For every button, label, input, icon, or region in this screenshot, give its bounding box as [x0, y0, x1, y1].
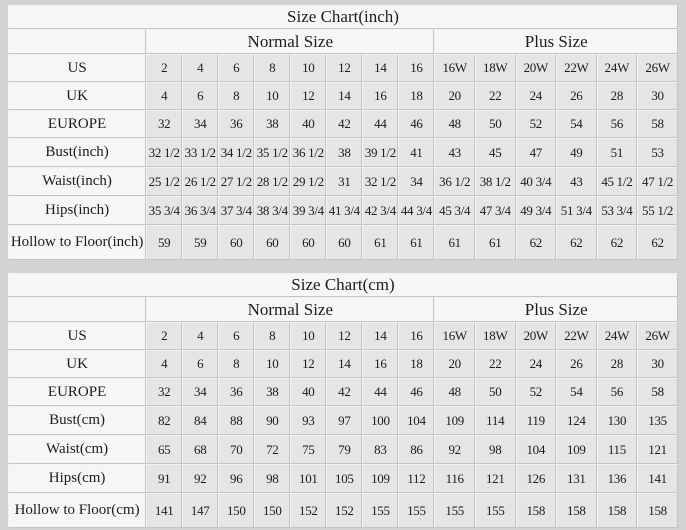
data-cell: 16W	[434, 322, 475, 350]
data-cell: 24	[516, 82, 557, 110]
data-cell: 6	[218, 322, 254, 350]
data-cell: 22W	[556, 322, 597, 350]
data-cell: 38 1/2	[475, 167, 516, 196]
data-cell: 115	[597, 435, 638, 464]
data-cell: 18W	[475, 54, 516, 82]
data-cell: 34	[182, 378, 218, 406]
data-cell: 109	[556, 435, 597, 464]
data-cell: 4	[146, 350, 182, 378]
data-cell: 121	[637, 435, 678, 464]
data-cell: 10	[290, 54, 326, 82]
data-cell: 39 1/2	[362, 138, 398, 167]
data-cell: 104	[516, 435, 557, 464]
data-cell: 36 3/4	[182, 196, 218, 225]
data-cell: 97	[326, 406, 362, 435]
data-cell: 141	[637, 464, 678, 493]
data-cell: 48	[434, 378, 475, 406]
table-row	[8, 378, 678, 406]
row-label: UK	[8, 82, 146, 110]
data-cell: 59	[182, 225, 218, 260]
data-cell: 20	[434, 82, 475, 110]
data-cell: 32 1/2	[146, 138, 182, 167]
data-cell: 135	[637, 406, 678, 435]
row-label: EUROPE	[8, 110, 146, 138]
data-cell: 37 3/4	[218, 196, 254, 225]
size-chart-inch-table	[8, 5, 678, 260]
data-cell: 8	[218, 82, 254, 110]
data-cell: 51 3/4	[556, 196, 597, 225]
data-cell: 100	[362, 406, 398, 435]
data-cell: 42 3/4	[362, 196, 398, 225]
data-cell: 30	[637, 82, 678, 110]
data-cell: 124	[556, 406, 597, 435]
table-row	[8, 196, 678, 225]
data-cell: 56	[597, 378, 638, 406]
data-cell: 45 3/4	[434, 196, 475, 225]
data-cell: 147	[182, 493, 218, 528]
data-cell: 36	[218, 110, 254, 138]
data-cell: 50	[475, 110, 516, 138]
data-cell: 47 1/2	[637, 167, 678, 196]
data-cell: 10	[290, 322, 326, 350]
group-header-row	[8, 297, 678, 322]
data-cell: 54	[556, 110, 597, 138]
data-cell: 61	[434, 225, 475, 260]
corner-cell	[8, 29, 146, 54]
data-cell: 4	[182, 322, 218, 350]
row-label: EUROPE	[8, 378, 146, 406]
data-cell: 16	[362, 82, 398, 110]
data-cell: 26W	[637, 322, 678, 350]
data-cell: 62	[516, 225, 557, 260]
data-cell: 44	[362, 378, 398, 406]
row-label: Hips(cm)	[8, 464, 146, 493]
data-cell: 75	[290, 435, 326, 464]
data-cell: 155	[434, 493, 475, 528]
data-cell: 48	[434, 110, 475, 138]
data-cell: 34	[398, 167, 434, 196]
data-cell: 105	[326, 464, 362, 493]
data-cell: 60	[326, 225, 362, 260]
table-row	[8, 225, 678, 260]
data-cell: 46	[398, 110, 434, 138]
data-cell: 60	[290, 225, 326, 260]
data-cell: 35 3/4	[146, 196, 182, 225]
data-cell: 12	[290, 350, 326, 378]
data-cell: 6	[182, 82, 218, 110]
data-cell: 8	[254, 54, 290, 82]
size-chart-cm-table	[8, 273, 678, 528]
data-cell: 52	[516, 110, 557, 138]
data-cell: 62	[556, 225, 597, 260]
data-cell: 44 3/4	[398, 196, 434, 225]
data-cell: 35 1/2	[254, 138, 290, 167]
data-cell: 130	[597, 406, 638, 435]
data-cell: 61	[362, 225, 398, 260]
table-row	[8, 167, 678, 196]
data-cell: 36	[218, 378, 254, 406]
data-cell: 2	[146, 322, 182, 350]
data-cell: 98	[254, 464, 290, 493]
data-cell: 36 1/2	[290, 138, 326, 167]
data-cell: 54	[556, 378, 597, 406]
data-cell: 72	[254, 435, 290, 464]
data-cell: 150	[254, 493, 290, 528]
table-row	[8, 138, 678, 167]
data-cell: 114	[475, 406, 516, 435]
row-label: Bust(inch)	[8, 138, 146, 167]
data-cell: 38	[254, 110, 290, 138]
data-cell: 34 1/2	[218, 138, 254, 167]
table-row	[8, 350, 678, 378]
data-cell: 34	[182, 110, 218, 138]
row-label: US	[8, 54, 146, 82]
data-cell: 33 1/2	[182, 138, 218, 167]
data-cell: 27 1/2	[218, 167, 254, 196]
table-row	[8, 435, 678, 464]
data-cell: 44	[362, 110, 398, 138]
data-cell: 58	[637, 378, 678, 406]
data-cell: 98	[475, 435, 516, 464]
data-cell: 26W	[637, 54, 678, 82]
data-cell: 16	[398, 322, 434, 350]
data-cell: 10	[254, 82, 290, 110]
data-cell: 32	[146, 110, 182, 138]
data-cell: 6	[182, 350, 218, 378]
data-cell: 152	[326, 493, 362, 528]
data-cell: 62	[637, 225, 678, 260]
data-cell: 61	[475, 225, 516, 260]
data-cell: 22	[475, 82, 516, 110]
data-cell: 43	[556, 167, 597, 196]
data-cell: 10	[254, 350, 290, 378]
data-cell: 38	[326, 138, 362, 167]
data-cell: 14	[326, 350, 362, 378]
group-header-normal: Normal Size	[146, 297, 434, 322]
table-row	[8, 54, 678, 82]
data-cell: 12	[290, 82, 326, 110]
data-cell: 31	[326, 167, 362, 196]
data-cell: 40	[290, 378, 326, 406]
group-header-plus: Plus Size	[434, 297, 678, 322]
data-cell: 55 1/2	[637, 196, 678, 225]
data-cell: 32	[146, 378, 182, 406]
size-chart-inch	[8, 5, 678, 260]
data-cell: 40 3/4	[516, 167, 557, 196]
data-cell: 82	[146, 406, 182, 435]
data-cell: 29 1/2	[290, 167, 326, 196]
row-label: Bust(cm)	[8, 406, 146, 435]
data-cell: 126	[516, 464, 557, 493]
data-cell: 14	[362, 54, 398, 82]
data-cell: 155	[362, 493, 398, 528]
data-cell: 43	[434, 138, 475, 167]
data-cell: 22	[475, 350, 516, 378]
data-cell: 26	[556, 350, 597, 378]
data-cell: 61	[398, 225, 434, 260]
data-cell: 155	[398, 493, 434, 528]
data-cell: 93	[290, 406, 326, 435]
data-cell: 24	[516, 350, 557, 378]
data-cell: 36 1/2	[434, 167, 475, 196]
data-cell: 70	[218, 435, 254, 464]
data-cell: 40	[290, 110, 326, 138]
data-cell: 136	[597, 464, 638, 493]
group-header-normal: Normal Size	[146, 29, 434, 54]
data-cell: 158	[516, 493, 557, 528]
title-row	[8, 5, 678, 29]
data-cell: 141	[146, 493, 182, 528]
data-cell: 14	[326, 82, 362, 110]
data-cell: 38 3/4	[254, 196, 290, 225]
table-title: Size Chart(inch)	[8, 5, 678, 29]
data-cell: 90	[254, 406, 290, 435]
row-label: US	[8, 322, 146, 350]
data-cell: 155	[475, 493, 516, 528]
data-cell: 50	[475, 378, 516, 406]
data-cell: 58	[637, 110, 678, 138]
data-cell: 28	[597, 82, 638, 110]
data-cell: 18W	[475, 322, 516, 350]
data-cell: 119	[516, 406, 557, 435]
table-row	[8, 464, 678, 493]
row-label: UK	[8, 350, 146, 378]
data-cell: 158	[597, 493, 638, 528]
data-cell: 16	[398, 54, 434, 82]
data-cell: 96	[218, 464, 254, 493]
data-cell: 59	[146, 225, 182, 260]
data-cell: 32 1/2	[362, 167, 398, 196]
data-cell: 30	[637, 350, 678, 378]
data-cell: 12	[326, 322, 362, 350]
data-cell: 109	[434, 406, 475, 435]
table-row	[8, 110, 678, 138]
data-cell: 109	[362, 464, 398, 493]
data-cell: 53 3/4	[597, 196, 638, 225]
data-cell: 116	[434, 464, 475, 493]
data-cell: 25 1/2	[146, 167, 182, 196]
data-cell: 53	[637, 138, 678, 167]
data-cell: 20W	[516, 322, 557, 350]
data-cell: 38	[254, 378, 290, 406]
row-label: Waist(inch)	[8, 167, 146, 196]
data-cell: 2	[146, 54, 182, 82]
data-cell: 49 3/4	[516, 196, 557, 225]
table-row	[8, 493, 678, 528]
data-cell: 26	[556, 82, 597, 110]
data-cell: 158	[637, 493, 678, 528]
data-cell: 60	[254, 225, 290, 260]
table-row	[8, 322, 678, 350]
data-cell: 6	[218, 54, 254, 82]
data-cell: 41	[398, 138, 434, 167]
data-cell: 16W	[434, 54, 475, 82]
data-cell: 92	[182, 464, 218, 493]
data-cell: 18	[398, 82, 434, 110]
data-cell: 131	[556, 464, 597, 493]
data-cell: 56	[597, 110, 638, 138]
row-label: Hips(inch)	[8, 196, 146, 225]
data-cell: 92	[434, 435, 475, 464]
table-title: Size Chart(cm)	[8, 273, 678, 297]
table-row	[8, 82, 678, 110]
data-cell: 158	[556, 493, 597, 528]
data-cell: 18	[398, 350, 434, 378]
data-cell: 16	[362, 350, 398, 378]
data-cell: 42	[326, 378, 362, 406]
data-cell: 28 1/2	[254, 167, 290, 196]
title-row	[8, 273, 678, 297]
data-cell: 49	[556, 138, 597, 167]
data-cell: 24W	[597, 322, 638, 350]
data-cell: 41 3/4	[326, 196, 362, 225]
data-cell: 8	[254, 322, 290, 350]
data-cell: 46	[398, 378, 434, 406]
data-cell: 45 1/2	[597, 167, 638, 196]
data-cell: 88	[218, 406, 254, 435]
data-cell: 62	[597, 225, 638, 260]
data-cell: 20	[434, 350, 475, 378]
data-cell: 112	[398, 464, 434, 493]
data-cell: 150	[218, 493, 254, 528]
corner-cell	[8, 297, 146, 322]
data-cell: 52	[516, 378, 557, 406]
data-cell: 79	[326, 435, 362, 464]
data-cell: 39 3/4	[290, 196, 326, 225]
data-cell: 4	[182, 54, 218, 82]
data-cell: 22W	[556, 54, 597, 82]
row-label: Hollow to Floor(inch)	[8, 225, 146, 260]
data-cell: 68	[182, 435, 218, 464]
data-cell: 4	[146, 82, 182, 110]
table-row	[8, 406, 678, 435]
data-cell: 65	[146, 435, 182, 464]
data-cell: 42	[326, 110, 362, 138]
data-cell: 8	[218, 350, 254, 378]
data-cell: 24W	[597, 54, 638, 82]
data-cell: 86	[398, 435, 434, 464]
data-cell: 91	[146, 464, 182, 493]
size-chart-cm	[8, 273, 678, 528]
data-cell: 20W	[516, 54, 557, 82]
data-cell: 101	[290, 464, 326, 493]
data-cell: 51	[597, 138, 638, 167]
row-label: Hollow to Floor(cm)	[8, 493, 146, 528]
data-cell: 12	[326, 54, 362, 82]
data-cell: 47 3/4	[475, 196, 516, 225]
group-header-plus: Plus Size	[434, 29, 678, 54]
data-cell: 26 1/2	[182, 167, 218, 196]
data-cell: 28	[597, 350, 638, 378]
group-header-row	[8, 29, 678, 54]
data-cell: 45	[475, 138, 516, 167]
data-cell: 14	[362, 322, 398, 350]
data-cell: 84	[182, 406, 218, 435]
data-cell: 83	[362, 435, 398, 464]
data-cell: 47	[516, 138, 557, 167]
data-cell: 121	[475, 464, 516, 493]
data-cell: 152	[290, 493, 326, 528]
data-cell: 104	[398, 406, 434, 435]
row-label: Waist(cm)	[8, 435, 146, 464]
data-cell: 60	[218, 225, 254, 260]
